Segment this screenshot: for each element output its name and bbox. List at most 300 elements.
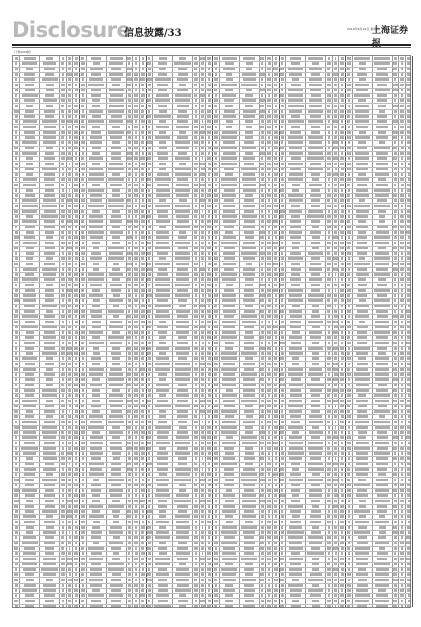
table-cell-text (91, 73, 102, 76)
table-cell-text (135, 563, 138, 566)
table-cell-text (14, 278, 18, 281)
table-cell-text (347, 342, 352, 345)
table-cell-text (280, 479, 284, 482)
table-row-line (13, 98, 410, 99)
table-cell-text (15, 120, 18, 123)
table-row-line (13, 319, 410, 320)
table-cell-text (375, 368, 389, 371)
table-cell-text (178, 73, 188, 76)
table-cell-text (281, 199, 283, 202)
table-cell-text (91, 600, 101, 603)
table-row-line (13, 330, 410, 331)
table-cell-text (261, 510, 264, 513)
table-cell-text (267, 205, 271, 208)
table-cell-text (26, 500, 32, 503)
table-cell-text (207, 115, 210, 118)
table-cell-text (407, 468, 411, 471)
table-cell-text (24, 99, 34, 102)
table-cell-text (194, 226, 198, 229)
table-cell-text (340, 400, 344, 403)
table-cell-text (223, 547, 235, 550)
table-cell-text (68, 326, 71, 329)
table-cell-text (359, 257, 366, 260)
table-cell-text (328, 342, 330, 345)
table-cell-text (195, 389, 198, 392)
table-cell-text (274, 436, 277, 439)
table-cell-text (195, 294, 198, 297)
table-cell-text (261, 194, 265, 197)
table-cell-text (245, 284, 252, 287)
table-cell-text (45, 163, 54, 166)
table-cell-text (214, 452, 218, 455)
table-cell-text (408, 147, 410, 150)
table-cell-text (340, 105, 344, 108)
table-cell-text (141, 436, 144, 439)
table-cell-text (261, 357, 265, 360)
table-cell-text (127, 236, 131, 239)
table-cell-text (142, 363, 144, 366)
table-cell-text (214, 463, 218, 466)
table-cell-text (44, 178, 55, 181)
table-cell-text (194, 505, 197, 508)
table-cell-text (407, 494, 410, 497)
table-cell-text (147, 442, 151, 445)
table-cell-text (111, 157, 120, 160)
table-cell-text (201, 284, 203, 287)
table-cell-text (44, 484, 56, 487)
table-cell-text (61, 463, 66, 466)
table-cell-text (177, 342, 188, 345)
table-cell-text (127, 410, 131, 413)
table-cell-text (245, 105, 253, 108)
table-cell-text (348, 521, 350, 524)
table-cell-text (45, 189, 53, 192)
table-cell-text (357, 342, 367, 345)
table-cell-text (280, 384, 284, 387)
table-cell-text (68, 400, 71, 403)
table-cell-text (267, 500, 271, 503)
table-cell-text (355, 421, 369, 424)
table-cell-text (224, 315, 233, 318)
table-cell-text (375, 252, 390, 255)
table-cell-text (44, 252, 55, 255)
table-cell-text (222, 558, 237, 561)
table-cell-text (243, 468, 254, 471)
table-cell-text (348, 347, 350, 350)
table-cell-text (82, 184, 84, 187)
table-cell-text (156, 189, 170, 192)
table-cell-text (347, 184, 350, 187)
table-row-line (13, 135, 410, 136)
table-cell-text (408, 173, 410, 176)
table-cell-text (109, 489, 123, 492)
table-cell-text (375, 579, 389, 582)
table-cell-text (341, 284, 344, 287)
table-cell-text (274, 536, 278, 539)
table-cell-text (111, 152, 120, 155)
table-cell-text (135, 305, 138, 308)
table-cell-text (290, 226, 301, 229)
table-cell-text (208, 368, 211, 371)
table-cell-text (93, 352, 100, 355)
table-cell-text (208, 505, 210, 508)
table-cell-text (175, 368, 191, 371)
table-cell-text (128, 421, 130, 424)
table-cell-text (310, 515, 320, 518)
table-cell-text (195, 284, 198, 287)
table-cell-text (134, 605, 137, 608)
table-cell-text (268, 436, 271, 439)
table-cell-text (281, 363, 283, 366)
table-cell-text (74, 384, 78, 387)
table-cell-text (201, 563, 205, 566)
table-cell-text (195, 110, 197, 113)
table-cell-text (45, 321, 54, 324)
table-cell-text (407, 184, 410, 187)
table-cell-text (400, 215, 404, 218)
table-cell-text (108, 378, 124, 381)
table-cell-text (175, 442, 189, 445)
table-cell-text (23, 568, 36, 571)
table-cell-text (81, 600, 84, 603)
table-cell-text (309, 415, 321, 418)
table-cell-text (156, 220, 170, 223)
table-cell-text (155, 263, 170, 266)
table-cell-text (68, 105, 72, 108)
table-cell-text (14, 294, 18, 297)
table-cell-text (128, 126, 130, 129)
table-cell-text (43, 531, 56, 534)
table-cell-text (407, 505, 410, 508)
table-cell-text (280, 189, 284, 192)
table-cell-text (75, 126, 78, 129)
table-cell-text (111, 589, 121, 592)
table-cell-text (147, 352, 151, 355)
table-cell-text (334, 473, 337, 476)
table-cell-text (43, 573, 56, 576)
table-cell-text (112, 210, 121, 213)
table-cell-text (15, 605, 18, 608)
table-cell-text (242, 215, 257, 218)
table-cell-text (82, 194, 84, 197)
table-cell-text (208, 547, 211, 550)
table-cell-text (226, 120, 233, 123)
table-cell-text (25, 463, 33, 466)
table-cell-text (261, 505, 264, 508)
table-cell-text (334, 357, 337, 360)
table-cell-text (267, 252, 270, 255)
table-cell-text (148, 410, 150, 413)
table-cell-text (275, 152, 277, 155)
table-cell-text (358, 278, 366, 281)
table-row-line (13, 304, 410, 305)
table-cell-text (141, 605, 145, 608)
table-cell-text (340, 289, 344, 292)
table-cell-text (15, 94, 17, 97)
table-cell-text (333, 147, 337, 150)
table-cell-text (356, 189, 368, 192)
table-cell-text (327, 410, 331, 413)
table-cell-text (62, 500, 65, 503)
table-cell-text (156, 194, 170, 197)
table-cell-text (93, 268, 100, 271)
table-cell-text (327, 194, 331, 197)
table-cell-text (176, 326, 189, 329)
table-cell-text (22, 489, 37, 492)
table-cell-text (287, 531, 303, 534)
table-cell-text (26, 410, 33, 413)
table-cell-text (24, 521, 35, 524)
table-cell-text (147, 252, 151, 255)
table-cell-text (81, 573, 84, 576)
table-cell-text (177, 89, 188, 92)
table-cell-text (113, 521, 120, 524)
table-cell-text (243, 257, 256, 260)
table-cell-text (135, 199, 138, 202)
table-cell-text (280, 373, 284, 376)
table-cell-text (147, 263, 151, 266)
table-cell-text (334, 136, 337, 139)
table-cell-text (26, 252, 34, 255)
table-cell-text (289, 73, 302, 76)
table-cell-text (267, 605, 271, 608)
table-cell-text (400, 278, 404, 281)
table-cell-text (289, 294, 301, 297)
table-cell-text (202, 421, 204, 424)
table-cell-text (341, 547, 344, 550)
table-cell-text (215, 468, 217, 471)
table-cell-text (157, 273, 168, 276)
table-cell-text (309, 84, 323, 87)
table-cell-text (148, 600, 150, 603)
table-cell-text (14, 210, 18, 213)
table-cell-text (341, 205, 344, 208)
table-cell-text (275, 463, 277, 466)
table-cell-text (134, 357, 138, 360)
table-cell-text (274, 157, 277, 160)
table-cell-text (195, 220, 198, 223)
table-cell-text (400, 352, 405, 355)
table-cell-text (214, 336, 217, 339)
table-cell-text (207, 442, 211, 445)
table-cell-text (128, 331, 131, 334)
table-cell-text (81, 384, 85, 387)
table-cell-text (268, 321, 271, 324)
brand-title: Disclosure (12, 18, 131, 42)
table-cell-text (128, 105, 131, 108)
table-cell-text (354, 484, 370, 487)
table-cell-text (15, 484, 17, 487)
table-cell-text (74, 447, 78, 450)
table-cell-text (400, 110, 403, 113)
table-cell-text (333, 400, 337, 403)
table-cell-text (142, 89, 144, 92)
table-cell-text (394, 110, 396, 113)
table-cell-text (374, 236, 390, 239)
table-cell-text (81, 510, 85, 513)
table-cell-text (148, 305, 151, 308)
table-cell-text (406, 542, 410, 545)
section-name: 信息披露 (124, 28, 164, 39)
table-cell-text (375, 78, 389, 81)
table-cell-text (334, 205, 337, 208)
table-cell-text (201, 605, 205, 608)
table-cell-text (207, 336, 211, 339)
table-cell-text (281, 547, 283, 550)
table-cell-text (400, 99, 403, 102)
table-cell-text (347, 152, 351, 155)
table-cell-text (194, 421, 198, 424)
table-cell-text (201, 594, 205, 597)
table-cell-text (290, 315, 302, 318)
table-cell-text (334, 526, 337, 529)
table-cell-text (260, 99, 264, 102)
table-cell-text (110, 136, 122, 139)
table-cell-text (128, 600, 131, 603)
table-cell-text (207, 131, 210, 134)
table-cell-text (201, 347, 203, 350)
table-cell-text (61, 84, 66, 87)
table-cell-text (261, 178, 264, 181)
table-cell-text (201, 368, 203, 371)
table-cell-text (128, 605, 131, 608)
table-cell-text (267, 421, 270, 424)
table-cell-text (128, 431, 130, 434)
table-cell-text (15, 226, 17, 229)
table-cell-text (261, 220, 265, 223)
table-cell-text (15, 352, 17, 355)
table-cell-text (407, 105, 409, 108)
table-cell-text (195, 552, 197, 555)
table-cell-text (267, 263, 271, 266)
table-cell-text (280, 473, 284, 476)
table-row-line (13, 372, 410, 373)
table-cell-text (82, 136, 85, 139)
table-cell-text (267, 526, 271, 529)
table-cell-text (355, 136, 370, 139)
table-cell-text (135, 205, 138, 208)
table-cell-text (194, 184, 198, 187)
table-cell-text (280, 579, 284, 582)
table-cell-text (201, 510, 204, 513)
table-row-line (13, 124, 410, 125)
table-cell-text (348, 421, 350, 424)
table-cell-text (157, 484, 168, 487)
table-cell-text (22, 426, 36, 429)
table-cell-text (201, 531, 204, 534)
table-cell-text (407, 299, 411, 302)
table-cell-text (15, 384, 17, 387)
table-cell-text (175, 173, 191, 176)
table-cell-text (222, 510, 236, 513)
table-cell-text (128, 321, 131, 324)
table-cell-text (260, 494, 264, 497)
table-cell-text (260, 536, 264, 539)
table-cell-text (134, 352, 138, 355)
table-cell-text (68, 378, 70, 381)
table-cell-text (81, 278, 85, 281)
table-cell-text (394, 152, 398, 155)
table-cell-text (207, 289, 211, 292)
table-row-line (13, 435, 410, 436)
table-cell-text (128, 299, 130, 302)
table-cell-text (15, 141, 18, 144)
table-cell-text (141, 284, 144, 287)
table-cell-text (401, 173, 403, 176)
table-cell-text (201, 436, 205, 439)
table-cell-text (379, 220, 386, 223)
table-cell-text (128, 141, 131, 144)
table-cell-text (340, 373, 344, 376)
table-cell-text (148, 394, 152, 397)
table-cell-text (268, 189, 270, 192)
table-cell-text (268, 94, 270, 97)
table-cell-text (142, 247, 144, 250)
table-cell-text (245, 278, 254, 281)
table-cell-text (340, 584, 345, 587)
table-cell-text (176, 579, 189, 582)
table-cell-text (261, 568, 265, 571)
table-row-line (13, 261, 410, 262)
table-cell-text (400, 326, 404, 329)
table-cell-text (61, 315, 65, 318)
table-cell-text (195, 99, 198, 102)
table-cell-text (201, 452, 204, 455)
table-cell-text (127, 68, 131, 71)
table-cell-text (377, 68, 387, 71)
table-cell-text (393, 331, 397, 334)
table-cell-text (15, 463, 17, 466)
table-cell-text (357, 410, 368, 413)
table-cell-text (328, 489, 331, 492)
table-cell-text (334, 263, 337, 266)
table-cell-text (268, 378, 271, 381)
table-cell-text (280, 247, 284, 250)
table-cell-text (74, 373, 78, 376)
table-cell-text (281, 115, 285, 118)
table-cell-text (260, 347, 264, 350)
table-cell-text (14, 500, 18, 503)
table-cell-text (75, 368, 78, 371)
table-cell-text (61, 594, 65, 597)
table-cell-text (214, 579, 217, 582)
table-cell-text (400, 178, 404, 181)
table-cell-text (341, 263, 344, 266)
table-cell-text (148, 120, 151, 123)
table-cell-text (208, 62, 211, 65)
table-cell-text (311, 394, 320, 397)
table-cell-text (394, 547, 398, 550)
table-row-line (13, 109, 410, 110)
table-cell-text (358, 220, 366, 223)
table-cell-text (394, 199, 397, 202)
table-cell-text (310, 389, 322, 392)
table-cell-text (261, 558, 264, 561)
table-cell-text (158, 331, 168, 334)
table-cell-text (268, 357, 271, 360)
table-cell-text (215, 573, 218, 576)
table-cell-text (226, 78, 233, 81)
table-cell-text (375, 173, 388, 176)
table-cell-text (74, 389, 78, 392)
table-cell-text (111, 547, 121, 550)
table-cell-text (340, 605, 344, 608)
table-cell-text (261, 489, 265, 492)
table-cell-text (134, 284, 138, 287)
table-cell-text (358, 99, 367, 102)
table-cell-text (178, 68, 187, 71)
table-cell-text (288, 505, 303, 508)
